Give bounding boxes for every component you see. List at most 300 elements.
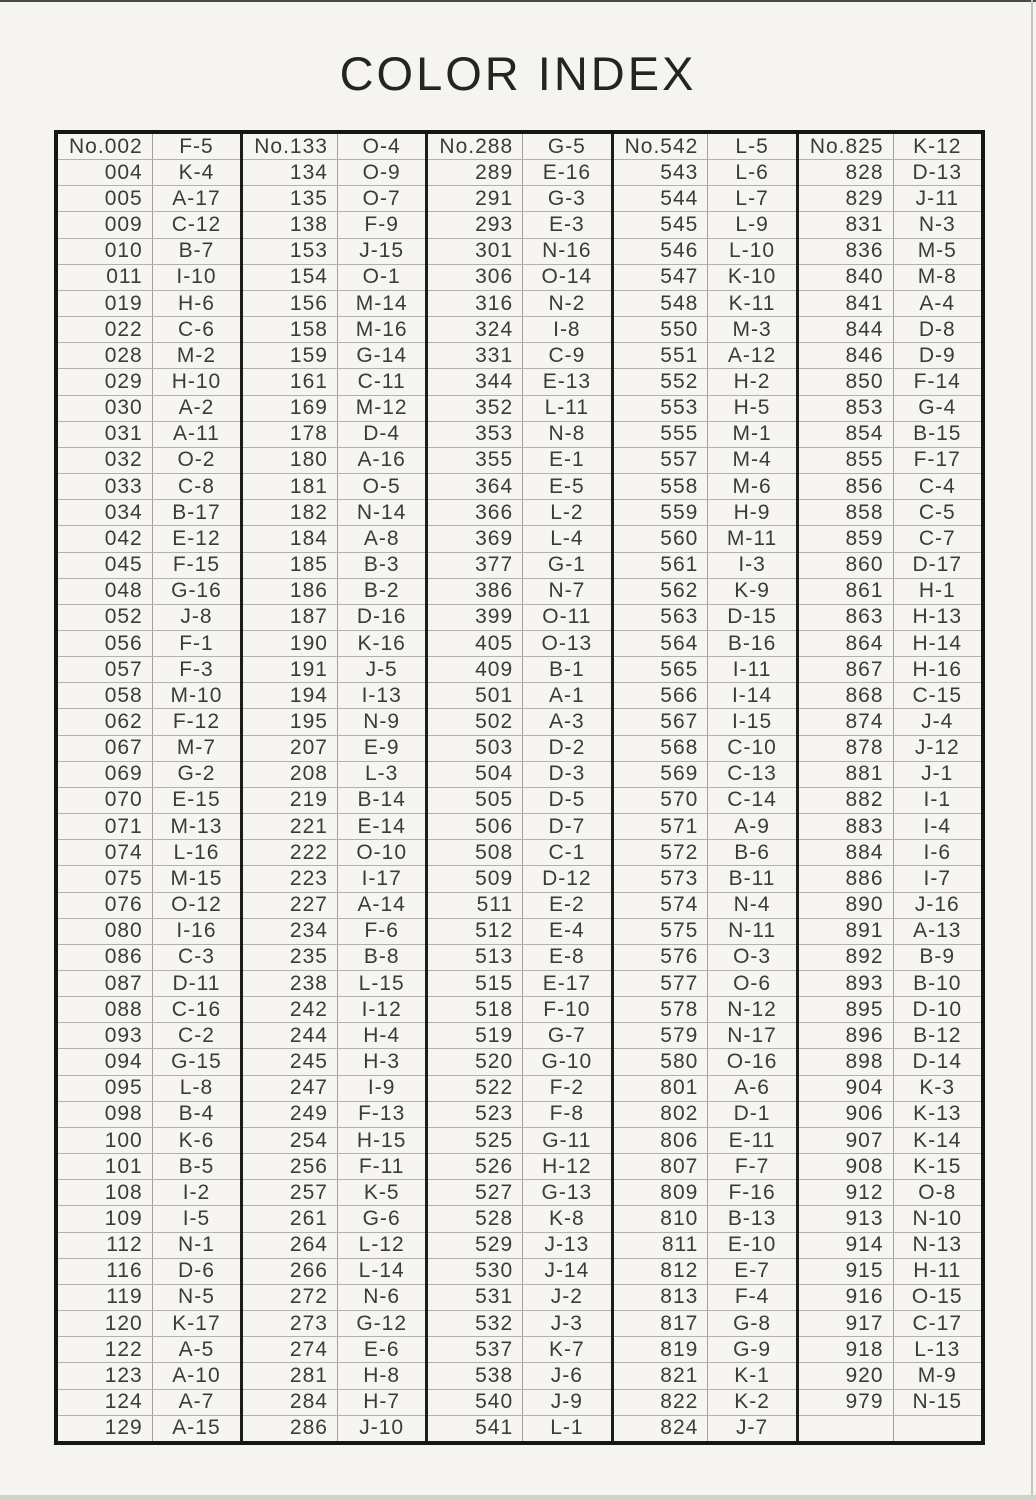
table-row xyxy=(58,185,240,211)
color-no-cell: 824 xyxy=(614,1416,709,1441)
color-no-cell: 112 xyxy=(58,1233,153,1258)
grid-ref-cell: I-6 xyxy=(923,840,952,864)
color-no-cell: 559 xyxy=(614,500,709,525)
color-no-cell: 291 xyxy=(428,186,523,211)
grid-ref-cell: K-13 xyxy=(913,1102,962,1126)
color-no-cell: 817 xyxy=(614,1311,709,1336)
table-row xyxy=(243,944,425,970)
color-no-cell: 011 xyxy=(58,265,153,290)
grid-ref-cell: G-10 xyxy=(541,1050,593,1074)
color-no-cell: 555 xyxy=(614,422,709,447)
grid-ref-cell: D-17 xyxy=(912,553,963,577)
grid-ref-cell: E-1 xyxy=(549,448,585,472)
color-no-cell: 190 xyxy=(243,631,338,656)
page-title: COLOR INDEX xyxy=(339,47,697,100)
grid-ref-cell: C-7 xyxy=(918,526,956,550)
color-no-cell: 844 xyxy=(799,317,894,342)
table-row xyxy=(243,1022,425,1048)
color-no-cell: 249 xyxy=(243,1102,338,1127)
grid-ref-cell: G-6 xyxy=(362,1206,401,1230)
table-row xyxy=(58,1284,240,1310)
grid-ref-cell: G-14 xyxy=(356,343,407,367)
grid-ref-cell: C-12 xyxy=(171,213,222,237)
table-row xyxy=(58,473,240,499)
table-row xyxy=(614,1389,796,1415)
color-no-cell: 572 xyxy=(614,840,709,865)
grid-ref-cell: C-6 xyxy=(178,317,215,341)
color-no-cell: 331 xyxy=(428,343,523,368)
color-no-cell: 056 xyxy=(58,631,153,656)
grid-ref-cell: F-8 xyxy=(549,1102,585,1126)
color-no-cell: 364 xyxy=(428,474,523,499)
grid-ref-cell: M-8 xyxy=(917,265,957,289)
grid-ref-cell: G-12 xyxy=(356,1311,407,1335)
table-row xyxy=(428,892,610,918)
color-no-cell: 161 xyxy=(243,369,338,394)
table-row xyxy=(799,421,981,447)
table-row xyxy=(428,761,610,787)
color-no-cell: 080 xyxy=(58,919,153,944)
table-row xyxy=(58,970,240,996)
color-no-cell: 503 xyxy=(428,736,523,761)
grid-ref-cell: J-3 xyxy=(550,1311,583,1335)
grid-ref-cell: N-11 xyxy=(728,919,777,943)
color-no-cell: 540 xyxy=(428,1390,523,1415)
color-no-cell: 908 xyxy=(799,1154,894,1179)
color-no-cell: 571 xyxy=(614,814,709,839)
color-no-cell: 519 xyxy=(428,1023,523,1048)
grid-ref-cell: M-2 xyxy=(176,343,217,367)
grid-ref-cell: G-16 xyxy=(171,579,222,603)
color-no-cell: 344 xyxy=(428,369,523,394)
table-row xyxy=(614,787,796,813)
grid-ref-cell: E-9 xyxy=(363,736,400,760)
color-no-cell: 518 xyxy=(428,997,523,1022)
grid-ref-cell: B-6 xyxy=(734,840,770,864)
table-row xyxy=(428,656,610,682)
color-no-cell: 221 xyxy=(243,814,338,839)
grid-ref-cell: L-9 xyxy=(735,213,769,237)
grid-ref-cell: L-11 xyxy=(544,396,590,420)
table-row xyxy=(799,1048,981,1074)
grid-ref-cell: D-3 xyxy=(548,762,586,786)
table-row xyxy=(799,1022,981,1048)
grid-ref-cell: B-17 xyxy=(172,500,221,524)
color-no-cell: 286 xyxy=(243,1416,338,1441)
grid-ref-cell: J-6 xyxy=(550,1363,583,1387)
color-no-cell: 108 xyxy=(58,1180,153,1205)
color-no-cell: 071 xyxy=(58,814,153,839)
grid-ref-cell: N-5 xyxy=(178,1285,215,1309)
grid-ref-cell: F-6 xyxy=(364,919,399,943)
color-no-cell: 547 xyxy=(614,265,709,290)
color-no-cell: 062 xyxy=(58,709,153,734)
grid-ref-cell: M-3 xyxy=(732,317,772,341)
grid-ref-cell: J-8 xyxy=(180,605,213,629)
table-row xyxy=(614,552,796,578)
grid-ref-cell: L-8 xyxy=(179,1076,214,1100)
grid-ref-cell: H-4 xyxy=(363,1023,401,1047)
grid-ref-cell: F-4 xyxy=(734,1285,770,1309)
color-no-cell: 075 xyxy=(58,866,153,891)
grid-ref-cell: H-11 xyxy=(913,1259,962,1283)
grid-ref-cell: A-12 xyxy=(727,343,777,367)
color-no-cell: 293 xyxy=(428,212,523,237)
table-row xyxy=(428,1127,610,1153)
table-row xyxy=(58,761,240,787)
grid-ref-cell: F-14 xyxy=(913,369,961,393)
grid-ref-cell: D-6 xyxy=(178,1259,215,1283)
table-row xyxy=(243,892,425,918)
table-row xyxy=(428,368,610,394)
table-row xyxy=(799,787,981,813)
table-row xyxy=(799,1153,981,1179)
table-row xyxy=(428,134,610,159)
grid-ref-cell: H-14 xyxy=(912,631,963,655)
table-row xyxy=(58,238,240,264)
color-no-cell: 245 xyxy=(243,1049,338,1074)
color-no-cell: 509 xyxy=(428,866,523,891)
color-no-cell: 881 xyxy=(799,762,894,787)
color-no-cell: 836 xyxy=(799,239,894,264)
table-row xyxy=(428,1153,610,1179)
grid-ref-cell: O-7 xyxy=(362,186,401,210)
table-row xyxy=(614,421,796,447)
color-no-cell: 893 xyxy=(799,971,894,996)
color-no-cell: 067 xyxy=(58,736,153,761)
color-no-cell: 531 xyxy=(428,1285,523,1310)
table-row xyxy=(58,865,240,891)
table-row xyxy=(58,839,240,865)
color-no-cell: 567 xyxy=(614,709,709,734)
table-row xyxy=(799,708,981,734)
table-row xyxy=(799,552,981,578)
grid-ref-cell: G-11 xyxy=(542,1128,592,1152)
color-no-cell: 087 xyxy=(58,971,153,996)
grid-ref-cell: F-1 xyxy=(179,631,214,655)
grid-ref-cell: G-5 xyxy=(547,134,586,158)
color-no-cell: 915 xyxy=(799,1259,894,1284)
color-no-cell: 005 xyxy=(58,186,153,211)
grid-ref-cell: K-7 xyxy=(549,1337,585,1361)
table-row xyxy=(243,735,425,761)
scan-edge-top xyxy=(0,0,1036,2)
grid-ref-cell: O-10 xyxy=(356,840,407,864)
color-no-cell: 095 xyxy=(58,1076,153,1101)
table-row xyxy=(243,1101,425,1127)
grid-ref-cell: J-5 xyxy=(365,657,398,681)
color-no-cell: 031 xyxy=(58,422,153,447)
color-no-cell: 529 xyxy=(428,1233,523,1258)
color-no-cell: 074 xyxy=(58,840,153,865)
table-row xyxy=(243,447,425,473)
table-row xyxy=(799,499,981,525)
table-row xyxy=(799,656,981,682)
grid-ref-cell: D-2 xyxy=(548,736,586,760)
grid-ref-cell: B-8 xyxy=(363,945,400,969)
color-no-cell: 088 xyxy=(58,997,153,1022)
table-row xyxy=(799,1415,981,1441)
table-row xyxy=(799,996,981,1022)
grid-ref-cell: G-9 xyxy=(733,1337,772,1361)
table-row xyxy=(58,342,240,368)
grid-ref-cell: H-12 xyxy=(542,1154,592,1178)
color-no-cell: 522 xyxy=(428,1076,523,1101)
column-group-5 xyxy=(796,134,981,1441)
table-row xyxy=(614,1101,796,1127)
grid-ref-cell: N-12 xyxy=(727,997,777,1021)
table-row xyxy=(58,996,240,1022)
table-row xyxy=(243,813,425,839)
color-no-cell: 552 xyxy=(614,369,709,394)
color-no-cell: 515 xyxy=(428,971,523,996)
color-no-cell: 120 xyxy=(58,1311,153,1336)
table-row xyxy=(243,185,425,211)
color-no-cell: 840 xyxy=(799,265,894,290)
table-row xyxy=(58,682,240,708)
color-no-cell: 810 xyxy=(614,1206,709,1231)
table-row xyxy=(58,1153,240,1179)
grid-ref-cell: G-3 xyxy=(547,186,586,210)
table-row xyxy=(243,578,425,604)
grid-ref-cell: L-14 xyxy=(358,1259,405,1283)
table-row xyxy=(428,813,610,839)
grid-ref-cell: O-1 xyxy=(362,265,401,289)
grid-ref-cell: K-11 xyxy=(728,291,776,315)
grid-ref-cell: G-2 xyxy=(177,762,216,786)
grid-ref-cell: H-5 xyxy=(733,396,771,420)
grid-ref-cell: B-12 xyxy=(913,1023,962,1047)
color-no-cell: 548 xyxy=(614,291,709,316)
grid-ref-cell: N-15 xyxy=(912,1390,963,1414)
color-no-cell xyxy=(799,1416,894,1441)
grid-ref-cell: K-12 xyxy=(913,134,962,158)
grid-ref-cell: C-9 xyxy=(548,343,586,367)
table-row xyxy=(428,944,610,970)
color-no-cell: 544 xyxy=(614,186,709,211)
table-row xyxy=(58,1127,240,1153)
color-no-cell: 864 xyxy=(799,631,894,656)
color-no-cell: 502 xyxy=(428,709,523,734)
color-no-cell: 219 xyxy=(243,788,338,813)
grid-ref-cell: F-5 xyxy=(179,134,214,158)
color-no-cell: 254 xyxy=(243,1128,338,1153)
grid-ref-cell: H-16 xyxy=(912,657,963,681)
grid-ref-cell: E-12 xyxy=(172,526,221,550)
table-row xyxy=(614,211,796,237)
table-row xyxy=(614,1258,796,1284)
table-row xyxy=(428,421,610,447)
table-row xyxy=(614,1232,796,1258)
table-row xyxy=(243,682,425,708)
table-row xyxy=(58,159,240,185)
color-no-cell: 261 xyxy=(243,1206,338,1231)
color-no-cell: 802 xyxy=(614,1102,709,1127)
table-row xyxy=(799,761,981,787)
color-no-cell: 256 xyxy=(243,1154,338,1179)
table-row xyxy=(58,630,240,656)
color-no-cell: 180 xyxy=(243,448,338,473)
color-no-cell: No.542 xyxy=(614,134,709,159)
grid-ref-cell: D-1 xyxy=(733,1102,771,1126)
table-row xyxy=(243,1127,425,1153)
table-row xyxy=(243,342,425,368)
grid-ref-cell: K-5 xyxy=(363,1180,400,1204)
color-no-cell: 506 xyxy=(428,814,523,839)
column-group-3 xyxy=(425,134,610,1441)
color-no-cell: 528 xyxy=(428,1206,523,1231)
grid-ref-cell: A-7 xyxy=(178,1390,215,1414)
table-row xyxy=(428,1362,610,1388)
table-row xyxy=(243,865,425,891)
table-row xyxy=(428,1101,610,1127)
color-no-cell: 086 xyxy=(58,945,153,970)
color-no-cell: 907 xyxy=(799,1128,894,1153)
grid-ref-cell: A-15 xyxy=(172,1416,221,1440)
grid-ref-cell: I-1 xyxy=(923,788,952,812)
color-no-cell: 860 xyxy=(799,553,894,578)
color-no-cell: 526 xyxy=(428,1154,523,1179)
color-no-cell: 891 xyxy=(799,919,894,944)
grid-ref-cell: O-8 xyxy=(918,1180,957,1204)
table-row xyxy=(614,708,796,734)
grid-ref-cell: G-15 xyxy=(171,1050,222,1074)
grid-ref-cell: I-17 xyxy=(361,866,402,890)
color-no-cell: 562 xyxy=(614,579,709,604)
color-no-cell: 917 xyxy=(799,1311,894,1336)
color-no-cell: 272 xyxy=(243,1285,338,1310)
color-no-cell: 153 xyxy=(243,239,338,264)
color-no-cell: 916 xyxy=(799,1285,894,1310)
table-row xyxy=(614,525,796,551)
color-no-cell: 101 xyxy=(58,1154,153,1179)
table-row xyxy=(58,1179,240,1205)
grid-ref-cell: K-6 xyxy=(178,1128,215,1152)
grid-ref-cell: K-1 xyxy=(734,1363,770,1387)
table-row xyxy=(58,735,240,761)
table-row xyxy=(614,238,796,264)
column-group-2 xyxy=(240,134,425,1441)
color-no-cell: 874 xyxy=(799,709,894,734)
grid-ref-cell: A-10 xyxy=(172,1363,221,1387)
table-row xyxy=(243,159,425,185)
table-row xyxy=(799,813,981,839)
grid-ref-cell: I-9 xyxy=(367,1076,396,1100)
color-no-cell: 525 xyxy=(428,1128,523,1153)
table-row xyxy=(243,1075,425,1101)
color-no-cell: 861 xyxy=(799,579,894,604)
color-no-cell: 558 xyxy=(614,474,709,499)
grid-ref-cell: B-13 xyxy=(727,1206,777,1230)
color-no-cell: 829 xyxy=(799,186,894,211)
color-no-cell: 399 xyxy=(428,605,523,630)
table-row xyxy=(58,290,240,316)
color-no-cell: 574 xyxy=(614,893,709,918)
color-no-cell: 057 xyxy=(58,657,153,682)
table-row xyxy=(243,368,425,394)
color-no-cell: 801 xyxy=(614,1076,709,1101)
grid-ref-cell: K-4 xyxy=(178,160,215,184)
color-no-cell: 048 xyxy=(58,579,153,604)
table-row xyxy=(243,630,425,656)
grid-ref-cell: M-16 xyxy=(355,317,408,341)
table-row xyxy=(614,1310,796,1336)
table-row xyxy=(428,552,610,578)
color-no-cell: 553 xyxy=(614,396,709,421)
table-row xyxy=(799,1179,981,1205)
grid-ref-cell: H-10 xyxy=(171,369,222,393)
color-no-cell: 274 xyxy=(243,1337,338,1362)
grid-ref-cell: A-1 xyxy=(549,683,585,707)
grid-ref-cell: J-1 xyxy=(921,762,954,786)
color-no-cell: 551 xyxy=(614,343,709,368)
table-row xyxy=(428,996,610,1022)
grid-ref-cell: E-11 xyxy=(728,1128,776,1152)
table-row xyxy=(614,316,796,342)
grid-ref-cell: O-4 xyxy=(362,134,401,158)
table-row xyxy=(58,1075,240,1101)
color-no-cell: 575 xyxy=(614,919,709,944)
grid-ref-cell: E-2 xyxy=(549,893,585,917)
color-no-cell: 076 xyxy=(58,893,153,918)
grid-ref-cell: A-4 xyxy=(919,291,956,315)
grid-ref-cell: L-3 xyxy=(364,762,399,786)
color-no-cell: 182 xyxy=(243,500,338,525)
color-no-cell: 109 xyxy=(58,1206,153,1231)
grid-ref-cell: E-3 xyxy=(549,213,585,237)
table-row xyxy=(799,970,981,996)
table-row xyxy=(614,996,796,1022)
table-row xyxy=(243,290,425,316)
grid-ref-cell: N-17 xyxy=(727,1023,777,1047)
table-row xyxy=(58,604,240,630)
table-row xyxy=(428,630,610,656)
color-no-cell: 377 xyxy=(428,553,523,578)
grid-ref-cell: O-11 xyxy=(542,605,592,629)
table-row xyxy=(243,1310,425,1336)
color-no-cell: 100 xyxy=(58,1128,153,1153)
color-no-cell: 284 xyxy=(243,1390,338,1415)
color-no-cell: 222 xyxy=(243,840,338,865)
grid-ref-cell: G-1 xyxy=(547,553,586,577)
table-row xyxy=(428,525,610,551)
color-no-cell: 508 xyxy=(428,840,523,865)
color-no-cell: 501 xyxy=(428,683,523,708)
grid-ref-cell: E-6 xyxy=(363,1337,400,1361)
color-no-cell: 557 xyxy=(614,448,709,473)
color-no-cell: 010 xyxy=(58,239,153,264)
grid-ref-cell: J-2 xyxy=(550,1285,583,1309)
table-row xyxy=(58,316,240,342)
grid-ref-cell: F-2 xyxy=(549,1076,585,1100)
grid-ref-cell: O-16 xyxy=(726,1050,778,1074)
table-row xyxy=(799,185,981,211)
color-no-cell: No.288 xyxy=(428,134,523,159)
color-no-cell: 565 xyxy=(614,657,709,682)
grid-ref-cell: D-12 xyxy=(542,866,592,890)
table-row xyxy=(428,604,610,630)
table-row xyxy=(58,499,240,525)
table-row xyxy=(58,1048,240,1074)
grid-ref-cell: D-16 xyxy=(356,605,407,629)
color-no-cell: 850 xyxy=(799,369,894,394)
grid-ref-cell: L-7 xyxy=(735,186,769,210)
color-no-cell: 912 xyxy=(799,1180,894,1205)
table-row xyxy=(614,604,796,630)
table-row xyxy=(58,892,240,918)
color-no-cell: 807 xyxy=(614,1154,709,1179)
grid-ref-cell: M-11 xyxy=(726,526,778,550)
